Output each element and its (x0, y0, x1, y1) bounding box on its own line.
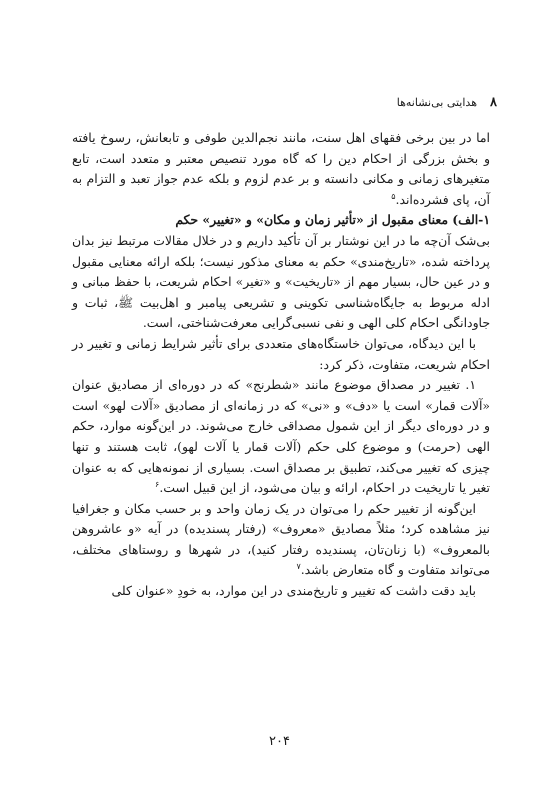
header-mark: ۸ (490, 95, 497, 110)
paragraph-4 (72, 375, 490, 499)
paragraph-5 (72, 499, 490, 581)
footnote-marker-5: ۵ (391, 191, 396, 201)
footnote-marker-6: ۶ (155, 479, 160, 489)
paragraph-1 (72, 128, 490, 210)
paragraph-2: بی‌شک آن‌چه ما در این نوشتار بر آن تأکید داریم و در خلال مقالات مرتبط نیز بدان پرداخته شده، «تاریخ‌مندی» حکم به معنای مذکور نیست؛ بلکه ارائه معنایی مقبول و در عین حال، بسیار مهم از «تاریخیت» و «تغیر» احکام شریعت، با حفظ مبانی و ادله مربوط به جایگاه‌شناسی تکوینی و تشریعی پیامبر و اهل‌بیت ﷺ، ثبات و جاودانگی احکام کلی الهی و نفی نسبی‌گرایی معرفت‌شناختی، است. (72, 232, 490, 331)
paragraph-3: با این دیدگاه، می‌توان خاستگاه‌های متعددی برای تأثیر شرایط زمانی و تغییر در احکام شریعت، متفاوت، ذکر کرد: (72, 335, 490, 372)
page-header (0, 96, 559, 116)
paragraph-6: باید دقت داشت که تغییر و تاریخ‌مندی در این موارد، به خودِ «عنوان کلی (111, 583, 476, 599)
paragraph-1-text: اما در بین برخی فقهای اهل سنت، مانند نجم‌الدین طوفی و تابعانش، رسوخ یافته و بخش بزرگی از احکام دین را که گاه مورد تنصیص معتبر و متعدد است، تابع متغیرهای زمانی و مکانی دانسته و بر عدم لزوم و بلکه عدم جواز تعبد و التزام به آن، پای فشرده‌اند. (72, 130, 490, 207)
page-number: ۲۰۴ (269, 734, 290, 749)
paragraph-4-text: ۱. تغییر در مصداق موضوع مانند «شطرنج» که در دوره‌ای از مصادیق عنوان «آلات قمار» است یا «دف» و «نی» که در زمانه‌ای از مصادیق «آلات لهو» است و در دوره‌ای دیگر از این شمول مصداقی خارج می‌شوند. در این‌گونه موارد، حکم الهی (حرمت) و موضوع کلی حکم (آلات قمار یا آلات لهو)، ثابت هستند و تنها چیزی که تغییر می‌کند، تطبیق بر مصداق است. بسیاری از نمونه‌هایی که به عنوان تغیر یا تاریخیت در احکام، ارائه و بیان می‌شود، از این قبیل است. (72, 377, 490, 496)
body-text (72, 128, 490, 602)
footnote-marker-7: ۷ (296, 562, 301, 572)
section-heading: ۱-الف) معنای مقبول از «تأثیر زمان و مکان» و «تغییر» حکم (175, 212, 490, 228)
paragraph-5-text: این‌گونه از تغییر حکم را می‌توان در یک زمان واحد و بر حسب مکان و جغرافیا نیز مشاهده کرد؛ مثلاً مصادیق «معروف» (رفتار پسندیده) در آیه «و عاشروهن بالمعروف» (با زنان‌تان، پسندیده رفتار کنید)، در شهرها و روستاهای مختلف، می‌تواند متفاوت و گاه متعارض باشد. (72, 500, 490, 578)
running-title: هدایتی بی‌نشانه‌ها (396, 96, 477, 109)
